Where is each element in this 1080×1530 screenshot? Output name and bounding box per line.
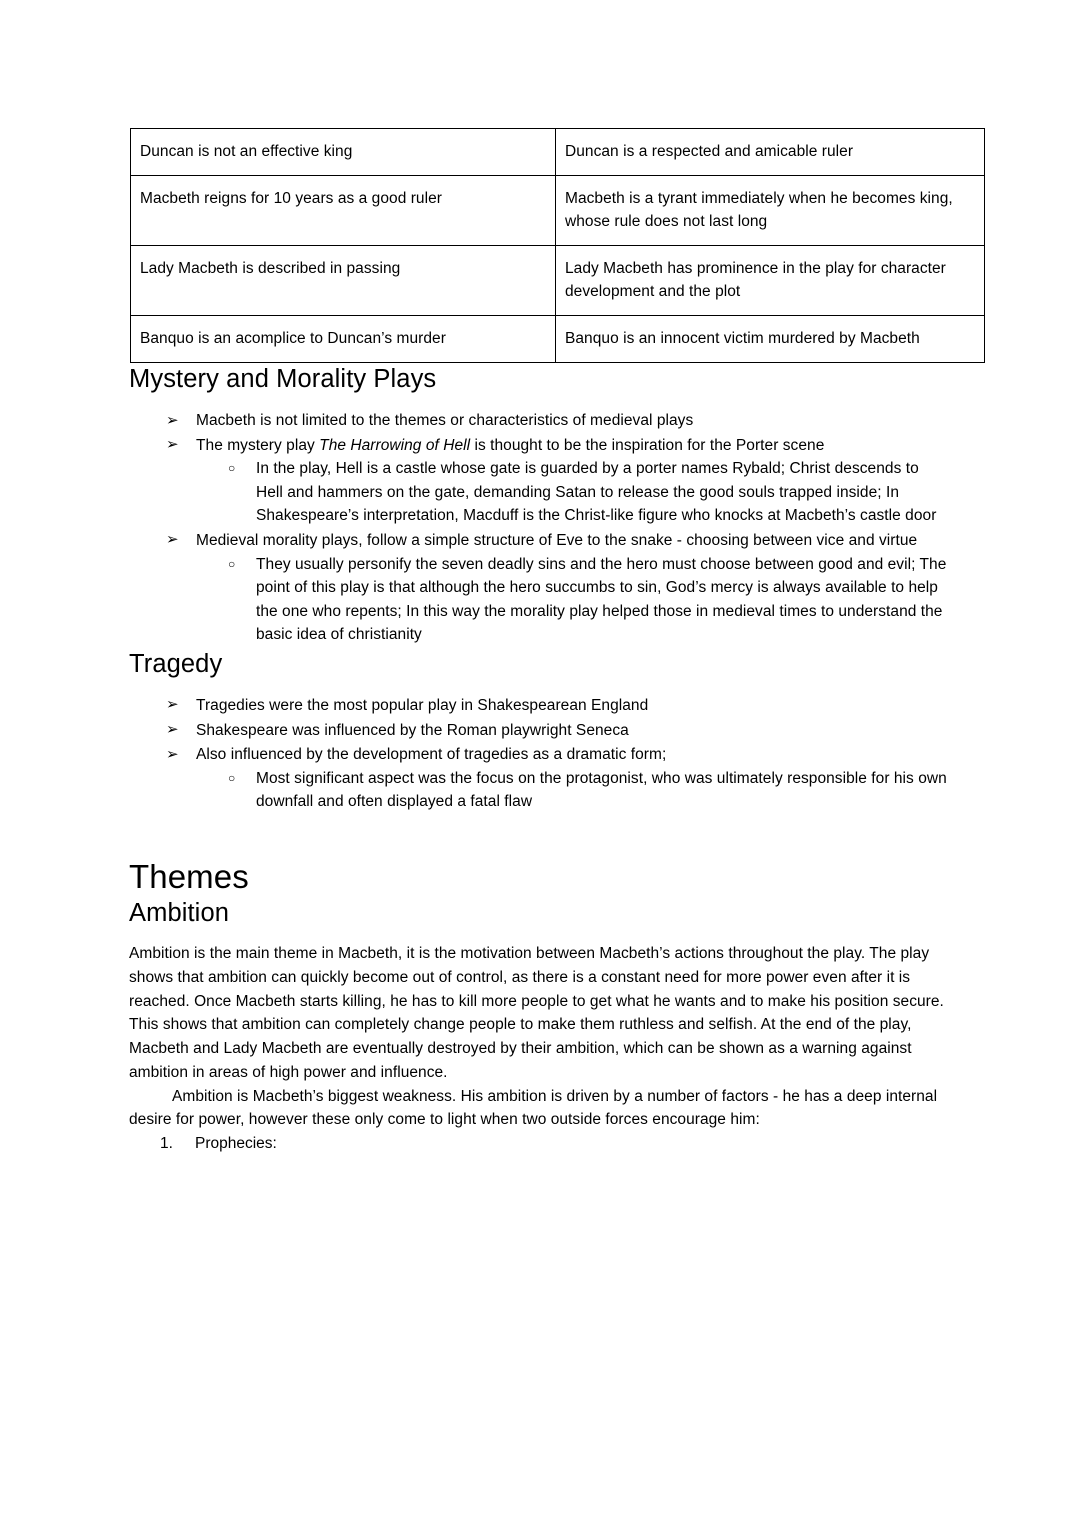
list-item-label: They usually personify the seven deadly sins and the hero must choose between good and evil; The point of this play is that although the hero succumbs to sin, God’s mercy is always available to help the one who repents; In this way the morality play helped those in medieval times to understand the basic idea of christianity bbox=[256, 555, 947, 644]
table-row bbox=[131, 246, 985, 316]
document-content bbox=[129, 128, 953, 1156]
table-cell-left: Macbeth reigns for 10 years as a good ruler bbox=[131, 176, 556, 246]
arrow-bullet-icon: ➢ bbox=[166, 531, 179, 549]
list-item-label-pre: The mystery play bbox=[196, 436, 320, 454]
list-item-label-post: is thought to be the inspiration for the Porter scene bbox=[470, 436, 825, 454]
arrow-bullet-icon: ➢ bbox=[166, 745, 179, 763]
table-row bbox=[131, 176, 985, 246]
list-item bbox=[166, 434, 947, 528]
ambition-paragraph-2: Ambition is Macbeth’s biggest weakness. His ambition is driven by a number of factors - he has a deep internal desire for power, however these only come to light when two outside forces encourage him: bbox=[129, 1087, 938, 1129]
morality-sub-list bbox=[196, 553, 947, 647]
list-item-label: In the play, Hell is a castle whose gate is guarded by a porter names Rybald; Christ descends to Hell and hammers on the gate, demanding Satan to release the good souls trapped inside; In Shakespeare’s interpretation, Macduff is the Christ-like figure who knocks at Macbeth’s castle door bbox=[256, 460, 937, 525]
arrow-bullet-icon: ➢ bbox=[166, 436, 179, 454]
list-item bbox=[166, 694, 947, 718]
list-item-label: Macbeth is not limited to the themes or characteristics of medieval plays bbox=[196, 412, 694, 429]
list-item bbox=[166, 743, 947, 814]
circle-bullet-icon: ○ bbox=[228, 556, 236, 571]
list-item bbox=[226, 457, 947, 528]
list-item bbox=[226, 767, 947, 814]
heading-ambition: Ambition bbox=[129, 898, 230, 927]
circle-bullet-icon: ○ bbox=[228, 461, 236, 476]
list-item-label: Medieval morality plays, follow a simple structure of Eve to the snake - choosing between vice and virtue bbox=[196, 531, 918, 549]
play-title-italic: The Harrowing of Hell bbox=[319, 436, 471, 454]
tragedy-sub-list bbox=[196, 767, 947, 814]
table-cell-right: Duncan is a respected and amicable ruler bbox=[556, 129, 985, 176]
arrow-bullet-icon: ➢ bbox=[166, 721, 179, 739]
table-cell-left: Duncan is not an effective king bbox=[131, 129, 556, 176]
comparison-table bbox=[130, 128, 985, 363]
table-cell-right: Lady Macbeth has prominence in the play for character development and the plot bbox=[556, 246, 985, 316]
list-item bbox=[166, 719, 947, 743]
arrow-bullet-icon: ➢ bbox=[166, 411, 179, 429]
list-item-label: Prophecies: bbox=[195, 1135, 277, 1153]
list-item-label: Also influenced by the development of tragedies as a dramatic form; bbox=[196, 746, 667, 764]
list-item-label: Most significant aspect was the focus on the protagonist, who was ultimately responsible for his own downfall and often displayed a fatal flaw bbox=[256, 769, 947, 811]
list-number: 1. bbox=[160, 1135, 173, 1153]
arrow-bullet-icon: ➢ bbox=[166, 696, 179, 714]
list-item bbox=[226, 553, 947, 647]
table-cell-left: Banquo is an acomplice to Duncan’s murder bbox=[131, 316, 556, 363]
table-row bbox=[131, 316, 985, 363]
ambition-paragraph-1: Ambition is the main theme in Macbeth, it is the motivation between Macbeth’s actions throughout the play. The play shows that ambition can quickly become out of control, as there is a constant need for more power even after it is reached. Once Macbeth starts killing, he has to kill more people to get what he wants and to make his position secure. This shows that ambition can completely change people to make them ruthless and selfish. At the end of the play, Macbeth and Lady Macbeth are eventually destroyed by their ambition, which can be shown as a warning against ambition in areas of high power and influence. bbox=[129, 944, 944, 1081]
list-item-label: Tragedies were the most popular play in Shakespearean England bbox=[196, 696, 649, 714]
list-item-label: Shakespeare was influenced by the Roman playwright Seneca bbox=[196, 721, 629, 739]
tragedy-bullet-list bbox=[129, 694, 947, 814]
heading-tragedy: Tragedy bbox=[129, 649, 223, 678]
list-item bbox=[160, 1132, 947, 1156]
table-cell-right: Banquo is an innocent victim murdered by Macbeth bbox=[556, 316, 985, 363]
circle-bullet-icon: ○ bbox=[228, 770, 236, 785]
table-row bbox=[131, 129, 985, 176]
list-item bbox=[166, 409, 947, 433]
ambition-factors-list bbox=[129, 1132, 947, 1156]
mystery-bullet-list bbox=[129, 409, 947, 647]
heading-mystery-and-morality-plays: Mystery and Morality Plays bbox=[129, 365, 437, 393]
table-cell-left: Lady Macbeth is described in passing bbox=[131, 246, 556, 316]
list-item bbox=[166, 529, 947, 647]
table-cell-right: Macbeth is a tyrant immediately when he becomes king, whose rule does not last long bbox=[556, 176, 985, 246]
page-title-themes: Themes bbox=[129, 857, 249, 895]
mystery-sub-list bbox=[196, 457, 947, 528]
